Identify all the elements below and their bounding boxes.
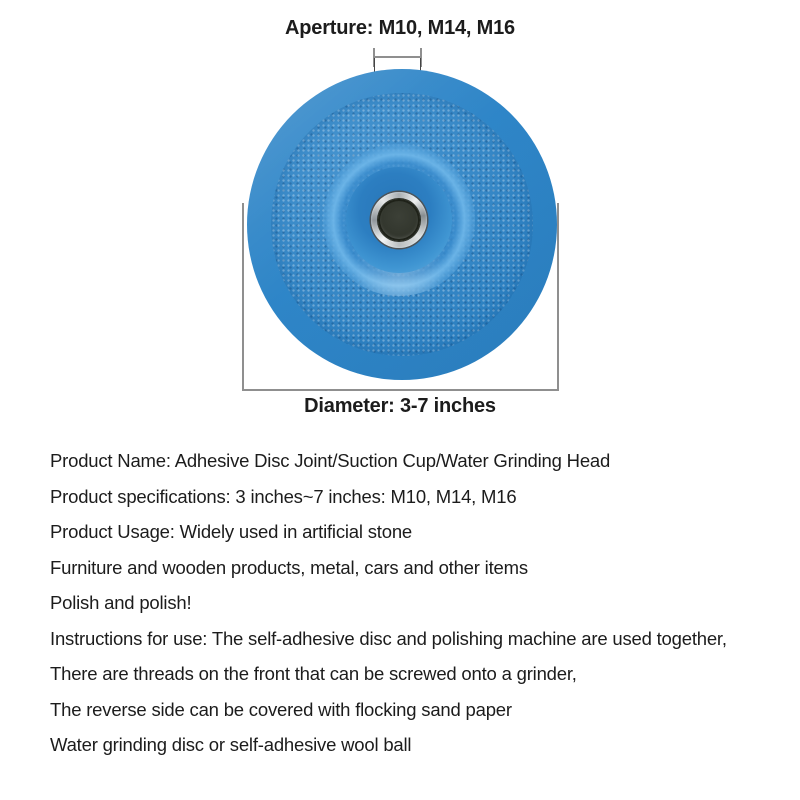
description-line-instructions: Instructions for use: The self-adhesive disc and polishing machine are used together, [50,627,727,649]
product-description [50,443,790,763]
diameter-label: Diameter: 3-7 inches [304,395,496,417]
description-line-materials: Furniture and wooden products, metal, cars and other items [50,556,528,578]
description-line-polish: Polish and polish! [50,592,192,613]
diameter-tick-right [557,203,559,391]
grinding-head-photo [247,69,557,380]
description-line-specifications: Product specifications: 3 inches~7 inches: M10, M14, M16 [50,485,517,507]
aperture-label: Aperture: M10, M14, M16 [285,17,515,39]
description-line-reverse-side: The reverse side can be covered with flocking sand paper [50,698,512,720]
description-line-product-name: Product Name: Adhesive Disc Joint/Suction Cup/Water Grinding Head [50,450,611,471]
aperture-bracket-line [373,56,422,58]
description-line-usage: Product Usage: Widely used in artificial stone [50,521,413,542]
threaded-hole [378,199,420,241]
diameter-tick-left [242,203,244,391]
diameter-line [242,389,559,391]
description-line-wool-ball: Water grinding disc or self-adhesive wool ball [50,734,412,755]
description-line-threads: There are threads on the front that can be screwed onto a grinder, [50,663,577,684]
